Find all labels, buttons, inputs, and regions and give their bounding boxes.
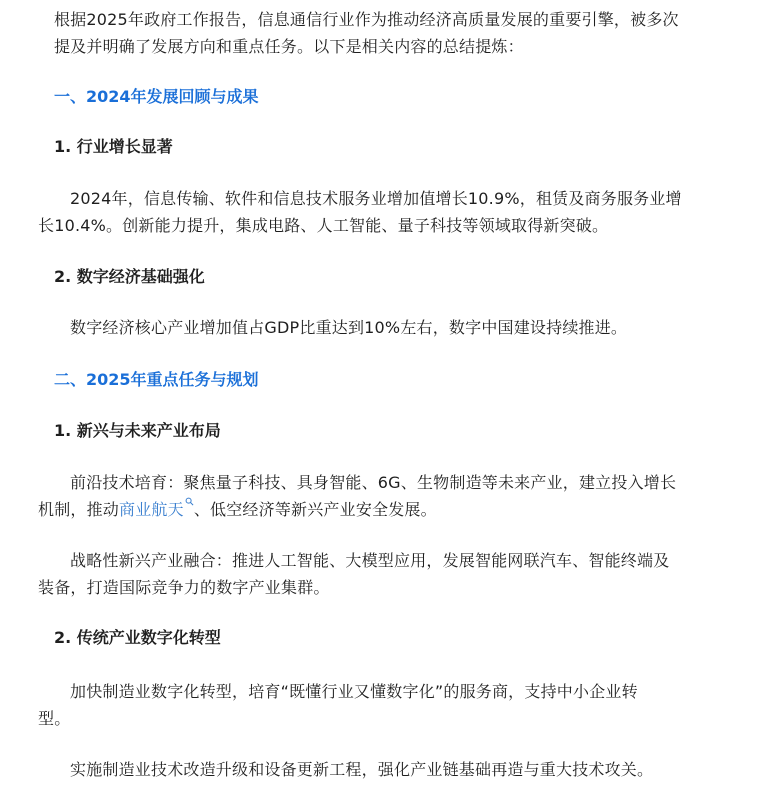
section-1-sub-2-paragraph: [54, 314, 734, 341]
paragraph-text: 机制，推动: [38, 500, 120, 519]
commercial-aerospace-link[interactable]: [119, 500, 194, 519]
search-icon: [185, 497, 194, 506]
section-2-sub-1-heading: 1. 新兴与未来产业布局: [54, 421, 221, 440]
section-2-sub-1-paragraph-2: [38, 547, 734, 601]
paragraph-line: 实施制造业技术改造升级和设备更新工程，强化产业链基础再造与重大技术攻关。: [70, 760, 654, 779]
intro-line-1: 根据2025年政府工作报告，信息通信行业作为推动经济高质量发展的重要引擎，被多次: [54, 10, 679, 29]
paragraph-line: 数字经济核心产业增加值占GDP比重达到10%左右，数字中国建设持续推进。: [70, 318, 628, 337]
section-2-heading: 二、2025年重点任务与规划: [54, 370, 259, 389]
paragraph-line: 长10.4%。创新能力提升，集成电路、人工智能、量子科技等领域取得新突破。: [38, 216, 609, 235]
paragraph-line: 前沿技术培育：聚焦量子科技、具身智能、6G、生物制造等未来产业，建立投入增长: [70, 473, 677, 492]
paragraph-line: 2024年，信息传输、软件和信息技术服务业增加值增长10.9%，租赁及商务服务业增: [70, 189, 682, 208]
section-2-sub-2-heading: 2. 传统产业数字化转型: [54, 628, 221, 647]
intro-paragraph: [54, 6, 734, 60]
section-2-sub-2-paragraph-2: [54, 756, 734, 783]
section-1-sub-2-heading: 2. 数字经济基础强化: [54, 267, 205, 286]
paragraph-line: 加快制造业数字化转型，培育“既懂行业又懂数字化”的服务商，支持中小企业转: [70, 682, 638, 701]
section-1-heading: 一、2024年发展回顾与成果: [54, 87, 259, 106]
section-2-sub-1-paragraph-1: [38, 469, 734, 523]
paragraph-line: [38, 500, 437, 519]
paragraph-text: 、低空经济等新兴产业安全发展。: [193, 500, 437, 519]
section-1-sub-1-paragraph: [38, 185, 734, 239]
section-1-sub-1-heading: 1. 行业增长显著: [54, 137, 173, 156]
section-2-sub-2-paragraph-1: [38, 678, 734, 732]
paragraph-line: 装备，打造国际竞争力的数字产业集群。: [38, 578, 330, 597]
intro-line-2: 提及并明确了发展方向和重点任务。以下是相关内容的总结提炼：: [54, 37, 524, 56]
paragraph-line: 型。: [38, 709, 71, 728]
paragraph-line: 战略性新兴产业融合：推进人工智能、大模型应用，发展智能网联汽车、智能终端及: [70, 551, 670, 570]
link-text: 商业航天: [119, 500, 184, 519]
